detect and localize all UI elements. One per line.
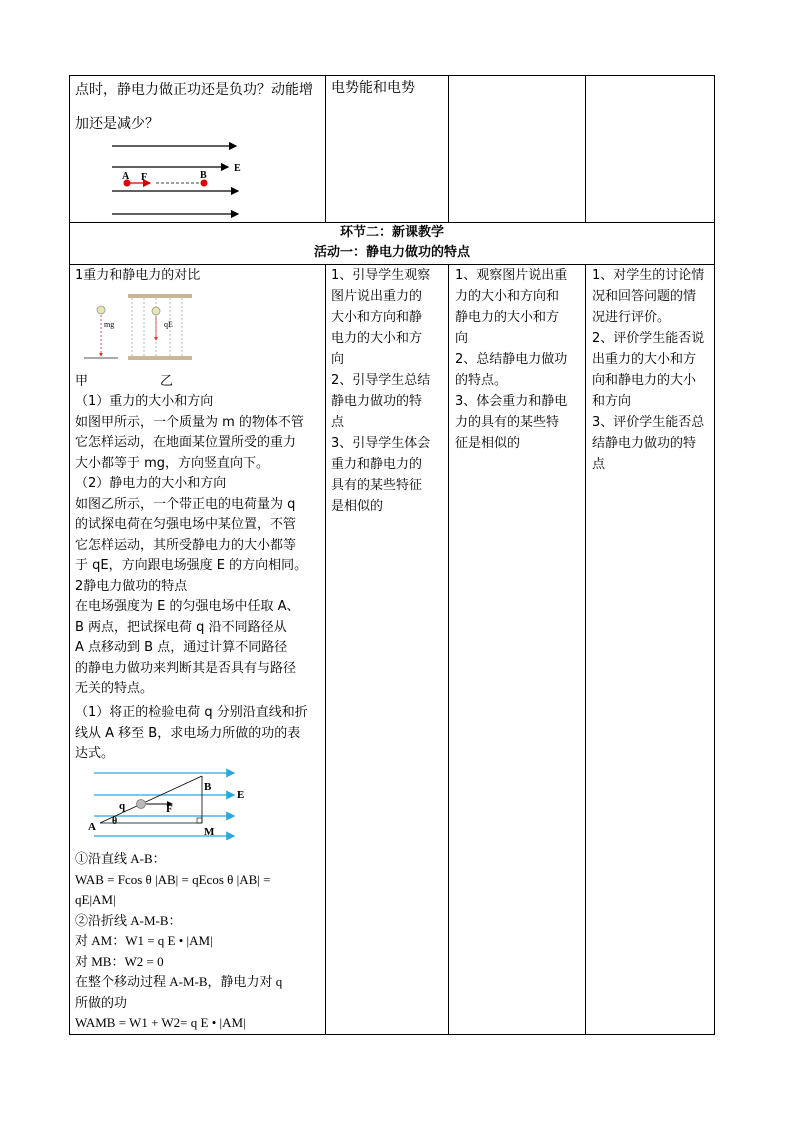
evaluation-line: 2、评价学生能否说 — [592, 331, 705, 346]
evaluation-line: 1、对学生的讨论情 — [592, 268, 705, 283]
text-line: 无关的特点。 — [75, 681, 154, 696]
teacher-activity-line: 是相似的 — [331, 499, 384, 514]
label-qe: qE — [164, 320, 173, 329]
text-line: （1）将正的检验电荷 q 分别沿直线和折 — [75, 705, 308, 720]
student-activity-line: 3、体会重力和静电 — [455, 394, 568, 409]
label-f2: F — [166, 803, 173, 815]
plate-top — [128, 294, 192, 298]
student-activity-line: 的特点。 — [455, 373, 508, 388]
evaluation-line: 况和回答问题的情 — [592, 289, 697, 304]
teacher-activity-line: 图片说出重力的 — [331, 289, 423, 304]
teacher-activity-line: 2、引导学生总结 — [331, 373, 431, 388]
text-line: B 两点，把试探电荷 q 沿不同路径从 — [75, 619, 287, 635]
text-line: 于 qE，方向跟电场强度 E 的方向相同。 — [75, 558, 308, 573]
label-theta: θ — [112, 816, 118, 827]
text-line: 它怎样运动，在地面某位置所受的重力 — [75, 435, 297, 450]
teacher-activity-line: 静电力做功的特 — [331, 394, 423, 409]
text-line: （2）静电力的大小和方向 — [75, 476, 227, 491]
evaluation-line: 和方向 — [592, 394, 632, 409]
student-activity-line: 力的具有的某些特 — [455, 415, 560, 430]
label-q: q — [119, 800, 126, 812]
label-m: M — [204, 826, 215, 838]
column-divider — [325, 264, 326, 1035]
table-border-right — [714, 75, 715, 1035]
teacher-activity-line: 大小和方向和静 — [331, 310, 423, 325]
teacher-activity-line: 具有的某些特征 — [331, 478, 423, 493]
formula-line: ①沿直线 A-B： — [75, 851, 166, 866]
field-figure-1 — [108, 140, 254, 220]
topic-label: 电势能和电势 — [331, 80, 415, 96]
label-a2: A — [88, 821, 96, 833]
formula-line: WAB = Fcos θ |AB| = qEcos θ |AB| = — [75, 871, 271, 887]
activity-title: 活动一：静电力做功的特点 — [313, 245, 470, 260]
text-line: 如图乙所示，一个带正电的电荷量为 q — [75, 496, 296, 512]
text-line: 2静电力做功的特点 — [75, 578, 188, 594]
figure-label-jia: 甲 — [75, 374, 89, 389]
evaluation-line: 出重力的大小和方 — [592, 352, 697, 367]
student-activity-line: 静电力的大小和方 — [455, 310, 560, 325]
text-line: 达式。 — [75, 746, 115, 761]
text-line: 大小都等于 mg，方向竖直向下。 — [75, 455, 270, 471]
student-activity-line: 2、总结静电力做功 — [455, 352, 568, 367]
student-activity-line: 向 — [455, 331, 469, 346]
column-divider — [448, 75, 449, 223]
section-title: 环节二：新课教学 — [339, 225, 444, 240]
label-b2: B — [204, 781, 212, 793]
column-divider — [448, 264, 449, 1035]
plate-bottom — [128, 356, 192, 360]
evaluation-line: 3、评价学生能否总 — [592, 415, 705, 430]
label-e: E — [234, 163, 241, 174]
student-activity-line: 力的大小和方向和 — [455, 289, 560, 304]
formula-line: ②沿折线 A-M-B： — [75, 912, 182, 928]
label-a: A — [122, 171, 130, 182]
evaluation-line: 点 — [592, 457, 606, 472]
column-divider — [325, 75, 326, 223]
figure-label-yi: 乙 — [160, 374, 174, 389]
teacher-activity-line: 1、引导学生观察 — [331, 268, 431, 283]
text-line: 的静电力做功来判断其是否具有与路径 — [75, 660, 297, 676]
student-activity-line: 1、观察图片说出重 — [455, 268, 568, 283]
teacher-activity-line: 电力的大小和方 — [331, 331, 423, 346]
text-line: A 点移动到 B 点，通过计算不同路径 — [75, 640, 288, 655]
teacher-activity-line: 重力和静电力的 — [331, 457, 423, 472]
gravity-vs-field-figure — [84, 290, 194, 362]
subheading: 1重力和静电力的对比 — [75, 268, 201, 283]
formula-line: qE|AM| — [75, 892, 116, 907]
column-divider — [585, 75, 586, 223]
work-path-figure — [86, 766, 246, 840]
text-line: （1）重力的大小和方向 — [75, 394, 214, 409]
row-divider — [69, 264, 715, 265]
table-border-top — [69, 75, 715, 76]
label-e2: E — [237, 789, 245, 801]
text-line: 的试探电荷在匀强电场中某位置，不管 — [75, 517, 297, 532]
charge-q — [137, 800, 146, 809]
teacher-activity-line: 向 — [331, 352, 345, 367]
right-angle-mark — [197, 818, 202, 823]
formula-line: 对 AM：W1 = q E • |AM| — [75, 933, 213, 948]
formula-line: 在整个移动过程 A-M-B，静电力对 q — [75, 974, 283, 989]
teacher-activity-line: 点 — [331, 415, 345, 430]
student-activity-line: 征是相似的 — [455, 436, 521, 451]
table-border-bottom — [69, 1034, 715, 1035]
question-line: 点时，静电力做正功还是负功？动能增 — [75, 82, 313, 98]
evaluation-line: 况进行评价。 — [592, 310, 671, 325]
text-line: 在电场强度为 E 的匀强电场中任取 A、 — [75, 599, 300, 614]
question-line: 加还是减少？ — [75, 116, 159, 132]
formula-line: WAMB = W1 + W2= q E • |AM| — [75, 1015, 246, 1030]
teacher-activity-line: 3、引导学生体会 — [331, 436, 431, 451]
text-line: 线从 A 移至 B，求电场力所做的功的表 — [75, 725, 301, 741]
evaluation-line: 向和静电力的大小 — [592, 373, 697, 388]
label-mg: mg — [104, 320, 115, 329]
column-divider — [585, 264, 586, 1035]
text-line: 如图甲所示，一个质量为 m 的物体不管 — [75, 414, 304, 430]
label-f: F — [141, 172, 148, 183]
label-b: B — [200, 170, 207, 181]
text-line: 它怎样运动，其所受静电力的大小都等 — [75, 537, 297, 553]
evaluation-line: 结静电力做功的特 — [592, 436, 697, 451]
formula-line: 所做的功 — [75, 994, 128, 1010]
formula-line: 对 MB：W2 = 0 — [75, 953, 164, 969]
test-charge — [152, 307, 160, 315]
mass-ball — [97, 306, 105, 314]
table-border-left — [69, 75, 70, 1035]
